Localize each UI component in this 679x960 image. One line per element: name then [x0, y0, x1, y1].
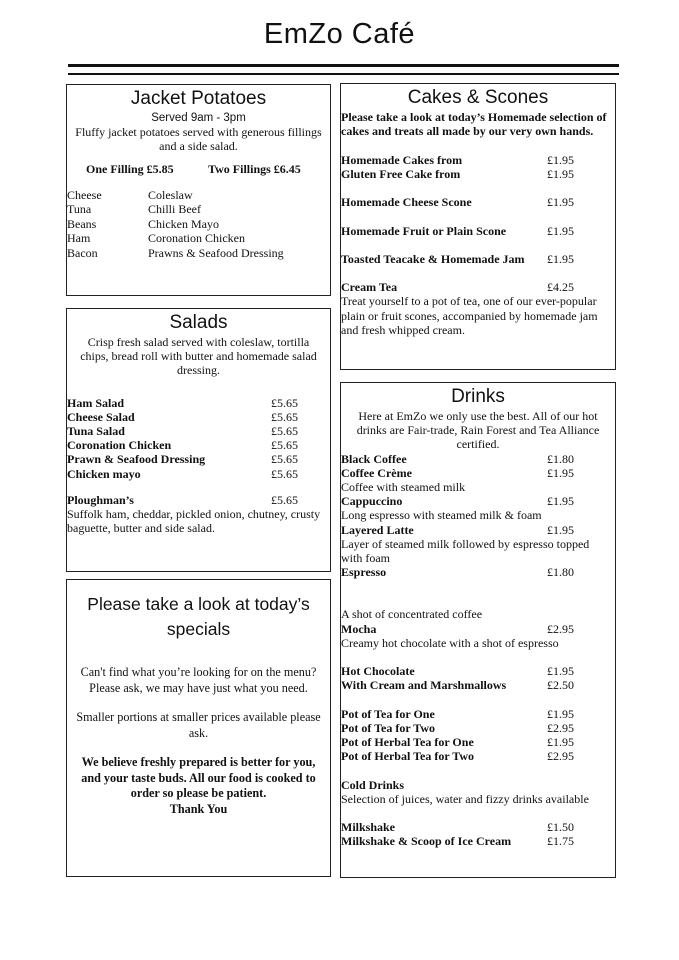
cold-drinks-name: Cold Drinks — [341, 777, 405, 792]
specials-paragraph-3: We believe freshly prepared is better for you, and your taste buds. All our food is cooked to order so please be patient. — [81, 755, 316, 800]
drink-desc: Layer of steamed milk followed by espresso topped with foam — [341, 536, 590, 565]
cafe-title: EmZo Café — [263, 18, 416, 50]
tea-price: £2.95 — [547, 749, 574, 764]
two-fillings-price: Two Fillings £6.45 — [208, 161, 301, 176]
filling-item: Ham — [67, 231, 91, 246]
one-filling-price: One Filling £5.85 — [86, 161, 174, 176]
cake-price: £1.95 — [547, 152, 574, 167]
filling-item: Prawns & Seafood Dressing — [148, 245, 284, 260]
cake-name: Homemade Cheese Scone — [341, 195, 472, 210]
drink-price: £1.50 — [547, 820, 574, 835]
salads-box — [66, 308, 331, 572]
drink-name: Milkshake — [341, 820, 396, 835]
drink-price: £2.50 — [547, 678, 574, 693]
cold-drinks-desc: Selection of juices, water and fizzy drinks available — [341, 791, 589, 806]
salads-title: Salads — [169, 312, 228, 333]
cake-name: Toasted Teacake & Homemade Jam — [341, 251, 525, 266]
filling-item: Coronation Chicken — [148, 231, 245, 246]
specials-thank-you: Thank You — [169, 801, 228, 816]
tea-price: £1.95 — [547, 735, 574, 750]
drink-name: Mocha — [341, 621, 377, 636]
filling-item: Beans — [67, 216, 97, 231]
ploughman-name: Ploughman’s — [67, 492, 134, 507]
salad-price: £5.65 — [271, 423, 298, 438]
filling-item: Chicken Mayo — [148, 216, 219, 231]
cake-name: Homemade Fruit or Plain Scone — [341, 223, 507, 238]
salad-price: £5.65 — [271, 452, 298, 467]
cake-price: £1.95 — [547, 223, 574, 238]
filling-item: Coleslaw — [148, 187, 193, 202]
jacket-served: Served 9am - 3pm — [151, 112, 246, 124]
specials-paragraph-2: Smaller portions at smaller prices available please ask. — [76, 710, 321, 740]
drink-price: £1.95 — [547, 664, 574, 679]
cake-name: Cream Tea — [341, 280, 398, 295]
filling-item: Chilli Beef — [148, 202, 201, 217]
header-rule-thick — [68, 64, 619, 67]
filling-item: Tuna — [67, 202, 92, 217]
header-rule-thin — [68, 73, 619, 75]
salad-name: Cheese Salad — [67, 409, 135, 424]
tea-price: £1.95 — [547, 706, 574, 721]
specials-box — [66, 579, 331, 877]
specials-paragraph-1: Can't find what you’re looking for on the menu? Please ask, we may have just what you need. — [80, 665, 317, 695]
jacket-potatoes-box — [66, 84, 331, 296]
filling-item: Cheese — [67, 187, 102, 202]
cake-name: Homemade Cakes from — [341, 152, 463, 167]
salad-name: Ham Salad — [67, 395, 125, 410]
salad-name: Chicken mayo — [67, 466, 141, 481]
drink-price: £1.95 — [547, 465, 574, 480]
drink-price: £1.80 — [547, 565, 574, 580]
drink-price: £1.95 — [547, 494, 574, 509]
drink-name: Cappuccino — [341, 494, 403, 509]
salad-name: Tuna Salad — [67, 423, 125, 438]
salad-price: £5.65 — [271, 466, 298, 481]
salad-price: £5.65 — [271, 395, 298, 410]
tea-price: £2.95 — [547, 720, 574, 735]
salad-name: Prawn & Seafood Dressing — [67, 452, 206, 467]
drink-name: Black Coffee — [341, 451, 407, 466]
drink-desc: A shot of concentrated coffee — [341, 607, 483, 622]
cream-tea-desc: Treat yourself to a pot of tea, one of our ever-popular plain or fruit scones, accompanied by homemade jam and fresh whipped cream. — [341, 294, 598, 337]
drink-desc: Creamy hot chocolate with a shot of espresso — [341, 635, 559, 650]
salad-price: £5.65 — [271, 409, 298, 424]
drink-price: £2.95 — [547, 621, 574, 636]
drink-desc: Coffee with steamed milk — [341, 479, 466, 494]
salad-price: £5.65 — [271, 438, 298, 453]
drink-name: Espresso — [341, 565, 387, 580]
tea-name: Pot of Herbal Tea for Two — [341, 749, 474, 764]
cakes-scones-box — [340, 83, 616, 370]
drinks-title: Drinks — [451, 386, 505, 407]
specials-title-line1: Please take a look at today’s — [87, 594, 310, 614]
ploughman-desc: Suffolk ham, cheddar, pickled onion, chutney, crusty baguette, butter and side salad. — [67, 506, 321, 536]
tea-name: Pot of Tea for Two — [341, 720, 436, 735]
drink-price: £1.75 — [547, 834, 574, 849]
drink-name: Layered Latte — [341, 522, 414, 537]
cake-price: £4.25 — [547, 280, 574, 295]
filling-item: Bacon — [67, 245, 98, 260]
cake-price: £1.95 — [547, 166, 574, 181]
tea-name: Pot of Herbal Tea for One — [341, 735, 474, 750]
cake-price: £1.95 — [547, 195, 574, 210]
drink-desc: Long espresso with steamed milk & foam — [341, 508, 542, 523]
cake-price: £1.95 — [547, 251, 574, 266]
drink-price: £1.95 — [547, 522, 574, 537]
specials-title-line2: specials — [166, 619, 231, 639]
drink-name: With Cream and Marshmallows — [341, 678, 507, 693]
drink-price: £1.80 — [547, 451, 574, 466]
cakes-title: Cakes & Scones — [407, 87, 549, 108]
salad-name: Coronation Chicken — [67, 438, 172, 453]
tea-name: Pot of Tea for One — [341, 706, 435, 721]
cakes-intro: Please take a look at today’s Homemade selection of cakes and treats all made by our very own hands. — [341, 110, 607, 139]
jacket-desc: Fluffy jacket potatoes served with generous fillings and a side salad. — [75, 125, 322, 154]
ploughman-price: £5.65 — [271, 492, 298, 507]
jacket-title: Jacket Potatoes — [130, 88, 267, 109]
drink-name: Hot Chocolate — [341, 664, 415, 679]
salads-desc: Crisp fresh salad served with coleslaw, tortilla chips, bread roll with butter and homemade salad dressing. — [80, 335, 317, 378]
fillings-list — [67, 188, 330, 262]
drink-name: Milkshake & Scoop of Ice Cream — [341, 834, 512, 849]
cake-name: Gluten Free Cake from — [341, 166, 461, 181]
drinks-box — [340, 382, 616, 878]
drinks-intro: Here at EmZo we only use the best. All of our hot drinks are Fair-trade, Rain Forest and Tea Alliance certified. — [356, 409, 600, 452]
drink-name: Coffee Crème — [341, 465, 412, 480]
